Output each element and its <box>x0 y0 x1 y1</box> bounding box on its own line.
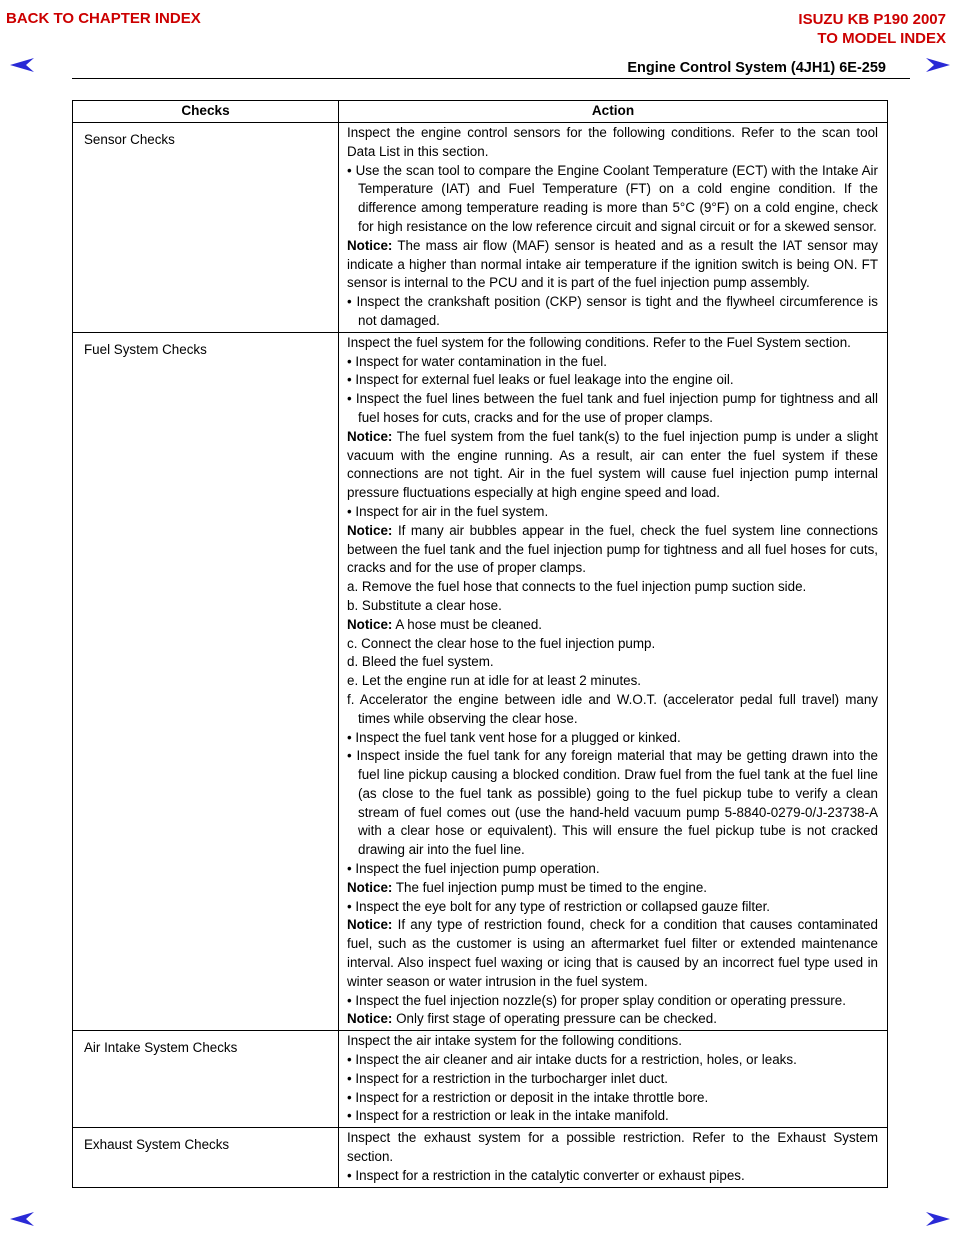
bullet-text: Inspect the eye bolt for any type of restriction or collapsed gauze filter. <box>355 898 771 914</box>
bullet-item <box>347 992 878 1011</box>
notice-paragraph <box>347 616 878 635</box>
model-index-label: TO MODEL INDEX <box>817 30 946 47</box>
bullet-icon: • <box>347 391 356 407</box>
bullet-text: Inspect the fuel injection nozzle(s) for proper splay condition or operating pressure. <box>355 992 846 1008</box>
notice-text: The fuel injection pump must be timed to the engine. <box>392 879 708 895</box>
bullet-item <box>347 747 878 860</box>
bullet-item <box>347 1167 878 1186</box>
bullet-text: Inspect for a restriction in the turbocharger inlet duct. <box>355 1070 669 1086</box>
notice-label: Notice: <box>347 237 393 253</box>
intro-paragraph: Inspect the engine control sensors for the following conditions. Refer to the scan tool Data List in this section. <box>347 125 878 159</box>
procedure-step: a. Remove the fuel hose that connects to the fuel injection pump suction side. <box>347 579 807 595</box>
bullet-item <box>347 1051 878 1070</box>
check-name-cell: Fuel System Checks <box>73 332 339 1030</box>
notice-text: If many air bubbles appear in the fuel, check the fuel system line connections between the fuel tank and the fuel injection pump for tightness and all fuel hoses for cuts, cracks and for the use of proper clamps. <box>347 522 878 576</box>
bullet-icon: • <box>347 1108 356 1124</box>
table-body <box>73 123 888 1188</box>
notice-paragraph <box>347 522 878 578</box>
bullet-item <box>347 293 878 331</box>
prev-page-arrow-bottom-icon[interactable] <box>10 1212 34 1226</box>
notice-label: Notice: <box>347 1011 393 1027</box>
action-cell <box>339 1031 888 1128</box>
bullet-item <box>347 898 878 917</box>
next-page-arrow-bottom-icon[interactable] <box>926 1212 950 1226</box>
bullet-text: Inspect for a restriction in the catalytic converter or exhaust pipes. <box>355 1167 745 1183</box>
bullet-icon: • <box>347 992 356 1008</box>
notice-paragraph <box>347 428 878 503</box>
action-cell <box>339 123 888 333</box>
bullet-item <box>347 390 878 428</box>
bullet-item <box>347 1107 878 1126</box>
model-name: ISUZU KB P190 2007 <box>798 11 946 28</box>
notice-text: The mass air flow (MAF) sensor is heated and as a result the IAT sensor may indicate a higher than normal intake air temperature if the ignition switch is being ON. FT sensor is internal to the PCU and it is part of the fuel injection pump assembly. <box>347 237 878 291</box>
bullet-icon: • <box>347 1070 356 1086</box>
bullet-icon: • <box>347 503 356 519</box>
notice-text: If any type of restriction found, check for a condition that causes contaminated fuel, such as the customer is using an aftermarket fuel filter or extended maintenance interval. Also inspect fuel waxing or icing that is caused by an incorrect fuel type used in winter season or water intrusion in the fuel system. <box>347 917 878 989</box>
bullet-icon: • <box>347 898 356 914</box>
bullet-text: Inspect the fuel lines between the fuel tank and fuel injection pump for tightness and all fuel hoses for cuts, cracks and for the use of proper clamps. <box>355 391 878 425</box>
prev-page-arrow-icon[interactable] <box>10 58 34 72</box>
check-name-cell: Exhaust System Checks <box>73 1128 339 1187</box>
notice-paragraph <box>347 916 878 991</box>
notice-paragraph <box>347 879 878 898</box>
bullet-icon: • <box>347 1089 356 1105</box>
table-row <box>73 332 888 1030</box>
notice-text: Only first stage of operating pressure can be checked. <box>392 1011 717 1027</box>
bullet-icon: • <box>347 353 356 369</box>
bullet-text: Inspect for a restriction or deposit in the intake throttle bore. <box>355 1089 709 1105</box>
bullet-item <box>347 162 878 237</box>
bullet-icon: • <box>347 372 356 388</box>
checks-column-header: Checks <box>73 101 339 123</box>
notice-label: Notice: <box>347 616 393 632</box>
bullet-icon: • <box>347 1052 356 1068</box>
bullet-item <box>347 353 878 372</box>
bullet-item <box>347 1089 878 1108</box>
check-name-cell: Sensor Checks <box>73 123 339 333</box>
notice-label: Notice: <box>347 522 393 538</box>
bullet-item <box>347 371 878 390</box>
next-page-arrow-icon[interactable] <box>926 58 950 72</box>
bullet-item <box>347 860 878 879</box>
intro-paragraph: Inspect the exhaust system for a possible restriction. Refer to the Exhaust System section. <box>347 1130 878 1165</box>
bullet-text: Inspect the crankshaft position (CKP) sensor is tight and the flywheel circumference is not damaged. <box>356 294 878 328</box>
intro-paragraph: Inspect the air intake system for the following conditions. <box>347 1033 682 1049</box>
bullet-icon: • <box>347 748 357 764</box>
bullet-text: Inspect inside the fuel tank for any foreign material that may be getting drawn into the fuel line pickup causing a blocked condition. Draw fuel from the fuel tank at the fuel line (as close to the fuel tank as possible) going to the fuel pickup tube to verify a clean stream of fuel comes out (use the hand-held vacuum pump 5-8840-0279-0/J-23738-A with a clear hose or equivalent). This will ensure the fuel pickup tube is not cracked drawing air into the fuel line. <box>356 748 878 858</box>
notice-label: Notice: <box>347 917 393 933</box>
bullet-icon: • <box>347 1167 356 1183</box>
bullet-text: Inspect the fuel tank vent hose for a plugged or kinked. <box>355 729 681 745</box>
page-title: Engine Control System (4JH1) 6E-259 <box>627 60 886 76</box>
notice-text: The fuel system from the fuel tank(s) to the fuel injection pump is under a slight vacuum with the engine running. As a result, air can enter the fuel system if these connections are not tight. Air in the fuel system will cause fuel injection pump internal pressure fluctuations especially at high engine speed and load. <box>347 428 878 501</box>
bullet-item <box>347 503 878 522</box>
bullet-text: Inspect for water contamination in the fuel. <box>355 353 608 369</box>
notice-paragraph <box>347 1010 878 1029</box>
bullet-item <box>347 729 878 748</box>
procedure-step: f. Accelerator the engine between idle and W.O.T. (accelerator pedal full travel) many times while observing the clear hose. <box>347 691 878 726</box>
bullet-item <box>347 1070 878 1089</box>
header-divider <box>72 78 910 79</box>
action-column-header: Action <box>339 101 888 123</box>
check-name-cell: Air Intake System Checks <box>73 1031 339 1128</box>
bullet-icon: • <box>347 729 356 745</box>
back-to-chapter-index-link[interactable]: BACK TO CHAPTER INDEX <box>6 10 201 27</box>
notice-paragraph <box>347 237 878 293</box>
procedure-step: e. Let the engine run at idle for at least 2 minutes. <box>347 673 642 689</box>
table-row <box>73 123 888 333</box>
checks-table <box>72 100 888 1188</box>
bullet-icon: • <box>347 294 357 310</box>
procedure-step: c. Connect the clear hose to the fuel injection pump. <box>347 635 656 651</box>
notice-label: Notice: <box>347 879 393 895</box>
bullet-icon: • <box>347 162 356 178</box>
bullet-text: Inspect for air in the fuel system. <box>355 503 549 519</box>
to-model-index-link[interactable] <box>798 10 946 48</box>
bullet-text: Inspect the fuel injection pump operation. <box>355 861 600 877</box>
action-cell <box>339 332 888 1030</box>
intro-paragraph: Inspect the fuel system for the following conditions. Refer to the Fuel System section. <box>347 334 851 350</box>
table-row <box>73 1031 888 1128</box>
table-row <box>73 1128 888 1187</box>
notice-label: Notice: <box>347 428 393 444</box>
action-cell <box>339 1128 888 1187</box>
bullet-text: Inspect the air cleaner and air intake ducts for a restriction, holes, or leaks. <box>355 1052 797 1068</box>
procedure-step: b. Substitute a clear hose. <box>347 597 502 613</box>
bullet-text: Inspect for external fuel leaks or fuel leakage into the engine oil. <box>355 372 734 388</box>
bullet-text: Use the scan tool to compare the Engine Coolant Temperature (ECT) with the Intake Air Temperature (IAT) and Fuel Temperature (FT) on a cold engine condition. If the difference among temperature reading is more than 5°C (9°F) on a cold engine, check for high resistance on the low reference circuit and signal circuit or for a skewed sensor. <box>355 162 878 234</box>
bullet-text: Inspect for a restriction or leak in the intake manifold. <box>355 1108 669 1124</box>
table-header-row <box>73 101 888 123</box>
procedure-step: d. Bleed the fuel system. <box>347 654 494 670</box>
notice-text: A hose must be cleaned. <box>392 616 543 632</box>
bullet-icon: • <box>347 861 356 877</box>
